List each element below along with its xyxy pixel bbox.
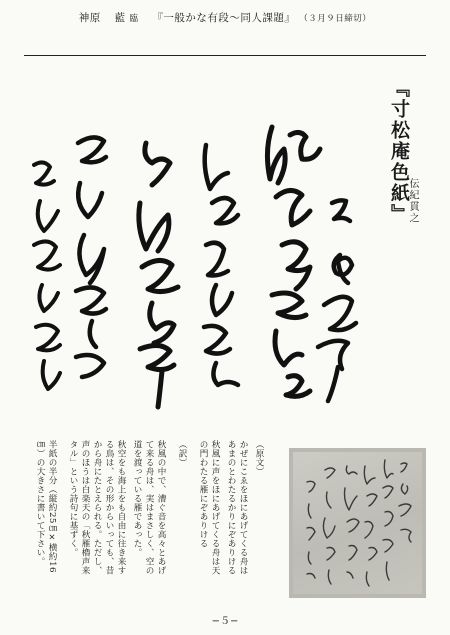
original-label: （原文） — [254, 440, 264, 476]
page-header — [0, 10, 450, 25]
page-number: −５− — [211, 616, 239, 627]
work-title: 『寸松庵色紙』 — [388, 78, 410, 225]
original-shikishi-photo — [289, 448, 426, 598]
explanation-text: 秋空をも海上をも自由に往き来する鳥は、その形からいっても、昔から舟にたとえられる。ただし、声のほうは白楽天の「秋雁櫓声来タル」という詩句に基ずく。 — [68, 440, 126, 575]
calligraphy-artwork — [20, 95, 385, 430]
header-course-title: 『一般かな有段〜同人課題』 — [152, 12, 296, 24]
header-author: 神原 — [78, 12, 101, 24]
header-deadline: （３月９日締切） — [299, 14, 372, 24]
work-attribution: 伝紀貫之 — [407, 178, 418, 224]
commentary — [35, 440, 265, 580]
header-artist-suffix: 臨 — [129, 14, 139, 24]
original-poem: 秋風に声をほにあげてくる舟は天の門わたる雁にぞありける — [198, 440, 220, 575]
paper-size-note: 半紙の半分（縦約25㎝×横約16㎝）の大きさに書いて下さい。 — [35, 440, 57, 573]
translation-label: （訳） — [177, 440, 187, 467]
reading-text: かぜにこゑをほにあげてくる舟はあまのとわたるかりにぞありける — [226, 440, 248, 575]
translation-text: 秋風の中で、漕ぐ音を高々とあげて来る舟は、実はまさしく、空の道を渡っている雁であった。 — [132, 440, 166, 575]
header-artist: 藍 — [114, 12, 126, 24]
header-rule — [24, 55, 426, 56]
